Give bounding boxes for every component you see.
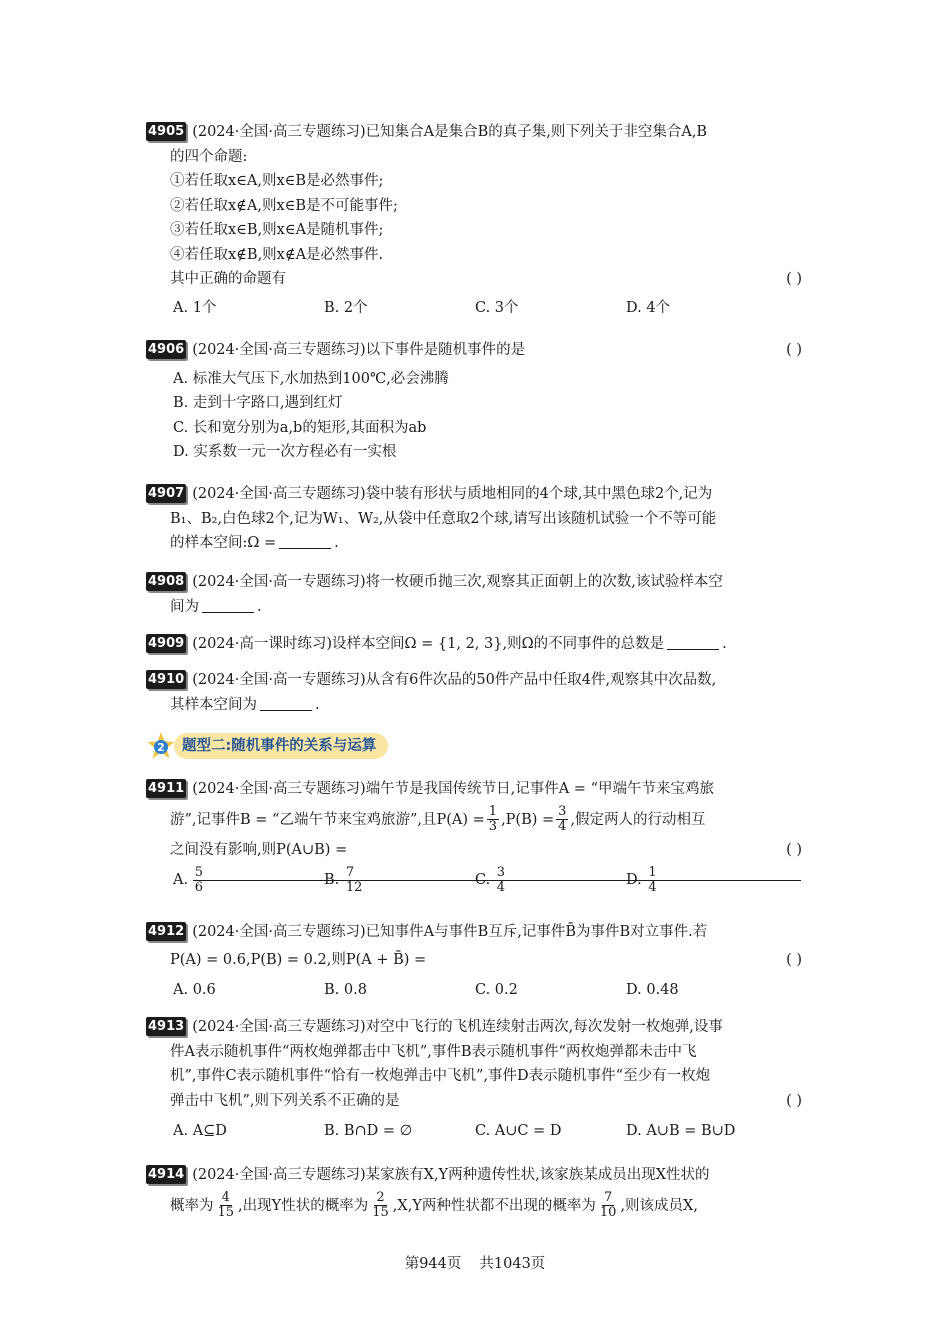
star-number-icon [146, 731, 176, 761]
question-4908 [146, 570, 806, 619]
question-stem: . [315, 696, 320, 713]
option-b: B. 0.8 [324, 982, 367, 998]
denominator: 4 [648, 879, 657, 895]
question-stem: ,出现Y性状的概率为 [238, 1197, 369, 1214]
question-4911 [146, 777, 806, 898]
question-stem: 的四个命题: [170, 148, 248, 165]
fraction [370, 1191, 391, 1220]
question-stem: . [722, 636, 727, 652]
answer-blank [667, 635, 719, 650]
question-4906 [146, 338, 806, 465]
proposition-item: ③若任取x∈B,则x∈A是随机事件; [170, 222, 384, 238]
option-c: C. 长和宽分别为a,b的矩形,其面积为ab [173, 419, 427, 436]
question-4907 [146, 482, 806, 556]
denominator: 4 [558, 819, 567, 834]
answer-options [146, 978, 806, 1003]
fraction [216, 1191, 237, 1220]
option-c: C. 0.2 [475, 982, 518, 998]
option-b: B. 走到十字路口,遇到红灯 [173, 395, 343, 411]
numerator: 7 [604, 1190, 613, 1205]
numerator: 3 [495, 866, 650, 881]
denominator: 15 [217, 1205, 235, 1220]
proposition-item: ①若任取x∈A,则x∈B是必然事件; [170, 173, 384, 189]
question-stem: ,假定两人的行动相互 [570, 811, 706, 828]
option-a: A. 0.6 [173, 982, 216, 998]
section-number: 2 [157, 741, 165, 754]
question-4910 [146, 668, 806, 717]
question-4905 [146, 120, 806, 320]
numerator: 2 [376, 1190, 385, 1205]
option-b [324, 862, 475, 898]
option-label: C. [475, 872, 491, 888]
question-stem: ,X,Y两种性状都不出现的概率为 [392, 1197, 596, 1214]
question-number-badge: 4910 [148, 672, 185, 687]
question-stem: 的样本空间:Ω = [170, 535, 277, 551]
denominator: 6 [194, 879, 203, 895]
question-stem: 其中正确的命题有 [170, 271, 286, 287]
option-label: D. [626, 872, 642, 888]
answer-blank [202, 598, 254, 613]
answer-options [146, 296, 806, 321]
numerator: 5 [193, 866, 348, 881]
option-a [173, 862, 324, 898]
question-stem: 机”,事件C表示随机事件“恰有一枚炮弹击中飞机”,事件D表示随机事件“至少有一枚炮 [170, 1068, 711, 1084]
answer-parenthesis: ( ) [786, 1092, 802, 1109]
section-title: 题型二:随机事件的关系与运算 [174, 733, 388, 759]
question-4912 [146, 920, 806, 1003]
option-a: A. 1个 [173, 299, 217, 316]
question-stem: (2024·全国·高一专题练习)将一枚硬币抛三次,观察其正面朝上的次数,该试验样本空 [192, 574, 723, 590]
question-stem: 其样本空间为 [170, 696, 257, 713]
question-stem: . [334, 535, 339, 551]
option-d: D. A∪B = B∪D [626, 1123, 736, 1139]
question-stem: P(A) = 0.6,P(B) = 0.2,则P(A + B̄) = [170, 951, 427, 968]
numerator: 7 [344, 866, 499, 881]
question-stem: . [257, 598, 262, 615]
question-number-badge: 4906 [148, 342, 185, 357]
proposition-item: ④若任取x∉B,则x∉A是必然事件. [170, 246, 384, 263]
answer-parenthesis: ( ) [786, 271, 802, 287]
answer-parenthesis: ( ) [786, 951, 802, 968]
numerator: 3 [558, 804, 567, 819]
proposition-item: ②若任取x∉A,则x∈B是不可能事件; [170, 197, 398, 214]
question-number-badge: 4905 [148, 124, 185, 139]
section-header [146, 731, 388, 761]
option-c: C. A∪C = D [475, 1123, 562, 1139]
option-a: A. 标准大气压下,水加热到100℃,必会沸腾 [173, 370, 449, 387]
question-4909 [146, 632, 806, 657]
option-d: D. 实系数一元一次方程必有一实根 [173, 444, 397, 460]
question-stem: (2024·高一课时练习)设样本空间Ω = {1, 2, 3},则Ω的不同事件的总数是 [192, 636, 665, 652]
question-stem: 概率为 [170, 1197, 214, 1214]
fraction [648, 866, 799, 895]
answer-options [146, 1119, 806, 1144]
option-c: C. 3个 [475, 299, 519, 316]
numerator: 4 [221, 1190, 230, 1205]
option-d: D. 4个 [626, 299, 671, 316]
question-number-badge: 4911 [148, 781, 185, 796]
question-stem: 之间没有影响,则P(A∪B) = [170, 841, 348, 858]
question-number-badge: 4907 [148, 486, 185, 501]
page-footer [0, 1252, 950, 1273]
denominator: 12 [345, 879, 363, 895]
question-stem: (2024·全国·高三专题练习)对空中飞行的飞机连续射击两次,每次发射一枚炮弹,设事 [192, 1019, 723, 1035]
fraction [556, 805, 568, 834]
option-a: A. A⊆D [173, 1123, 227, 1139]
answer-options [146, 862, 806, 898]
option-b: B. B∩D = ∅ [324, 1123, 413, 1139]
option-label: B. [324, 872, 340, 888]
page-total: 共1043页 [479, 1256, 546, 1272]
answer-blank [279, 534, 331, 549]
question-stem: 弹击中飞机”,则下列关系不正确的是 [170, 1092, 400, 1109]
option-d: D. 0.48 [626, 982, 679, 998]
option-b: B. 2个 [324, 299, 368, 316]
question-stem: 间为 [170, 598, 199, 615]
fraction [487, 805, 499, 834]
denominator: 4 [496, 879, 506, 895]
denominator: 15 [372, 1205, 389, 1220]
question-number-badge: 4914 [148, 1167, 185, 1182]
question-number-badge: 4908 [148, 574, 185, 589]
answer-parenthesis: ( ) [786, 342, 802, 358]
denominator: 10 [599, 1205, 617, 1220]
denominator: 3 [488, 819, 498, 834]
question-stem: (2024·全国·高一专题练习)从含有6件次品的50件产品中任取4件,观察其中次品数, [192, 672, 717, 688]
question-stem: (2024·全国·高三专题练习)袋中装有形状与质地相同的4个球,其中黑色球2个,记为 [192, 486, 713, 502]
fraction [598, 1191, 619, 1220]
question-stem: (2024·全国·高三专题练习)端午节是我国传统节日,记事件A = “甲端午节来宝鸡旅 [192, 781, 714, 797]
question-number-badge: 4912 [148, 924, 185, 939]
question-stem: ,则该成员X, [620, 1197, 698, 1214]
question-stem: 游”,记事件B = “乙端午节来宝鸡旅游”,且P(A) = [170, 811, 485, 828]
question-stem: ,P(B) = [501, 811, 555, 828]
option-c [475, 862, 626, 898]
question-4914 [146, 1163, 806, 1224]
question-4913 [146, 1015, 806, 1144]
question-number-badge: 4909 [148, 636, 185, 651]
answer-blank [260, 696, 312, 711]
question-stem: (2024·全国·高三专题练习)某家族有X,Y两种遗传性状,该家族某成员出现X性状的 [192, 1167, 710, 1183]
question-number-badge: 4913 [148, 1019, 185, 1034]
option-label: A. [173, 872, 189, 888]
answer-parenthesis: ( ) [786, 841, 802, 858]
question-stem: (2024·全国·高三专题练习)已知事件A与事件B互斥,记事件B̄为事件B对立事件.若 [192, 924, 708, 940]
numerator: 1 [488, 804, 498, 819]
question-stem: B₁、B₂,白色球2个,记为W₁、W₂,从袋中任意取2个球,请写出该随机试验一个不等可能 [170, 510, 717, 527]
option-d [626, 862, 777, 898]
question-stem: 件A表示随机事件“两枚炮弹都击中飞机”,事件B表示随机事件“两枚炮弹都未击中飞 [170, 1043, 697, 1060]
question-stem: (2024·全国·高三专题练习)已知集合A是集合B的真子集,则下列关于非空集合A,B [192, 124, 708, 140]
question-stem: (2024·全国·高三专题练习)以下事件是随机事件的是 [192, 342, 526, 358]
page-number: 第944页 [404, 1256, 462, 1272]
numerator: 1 [646, 866, 801, 881]
